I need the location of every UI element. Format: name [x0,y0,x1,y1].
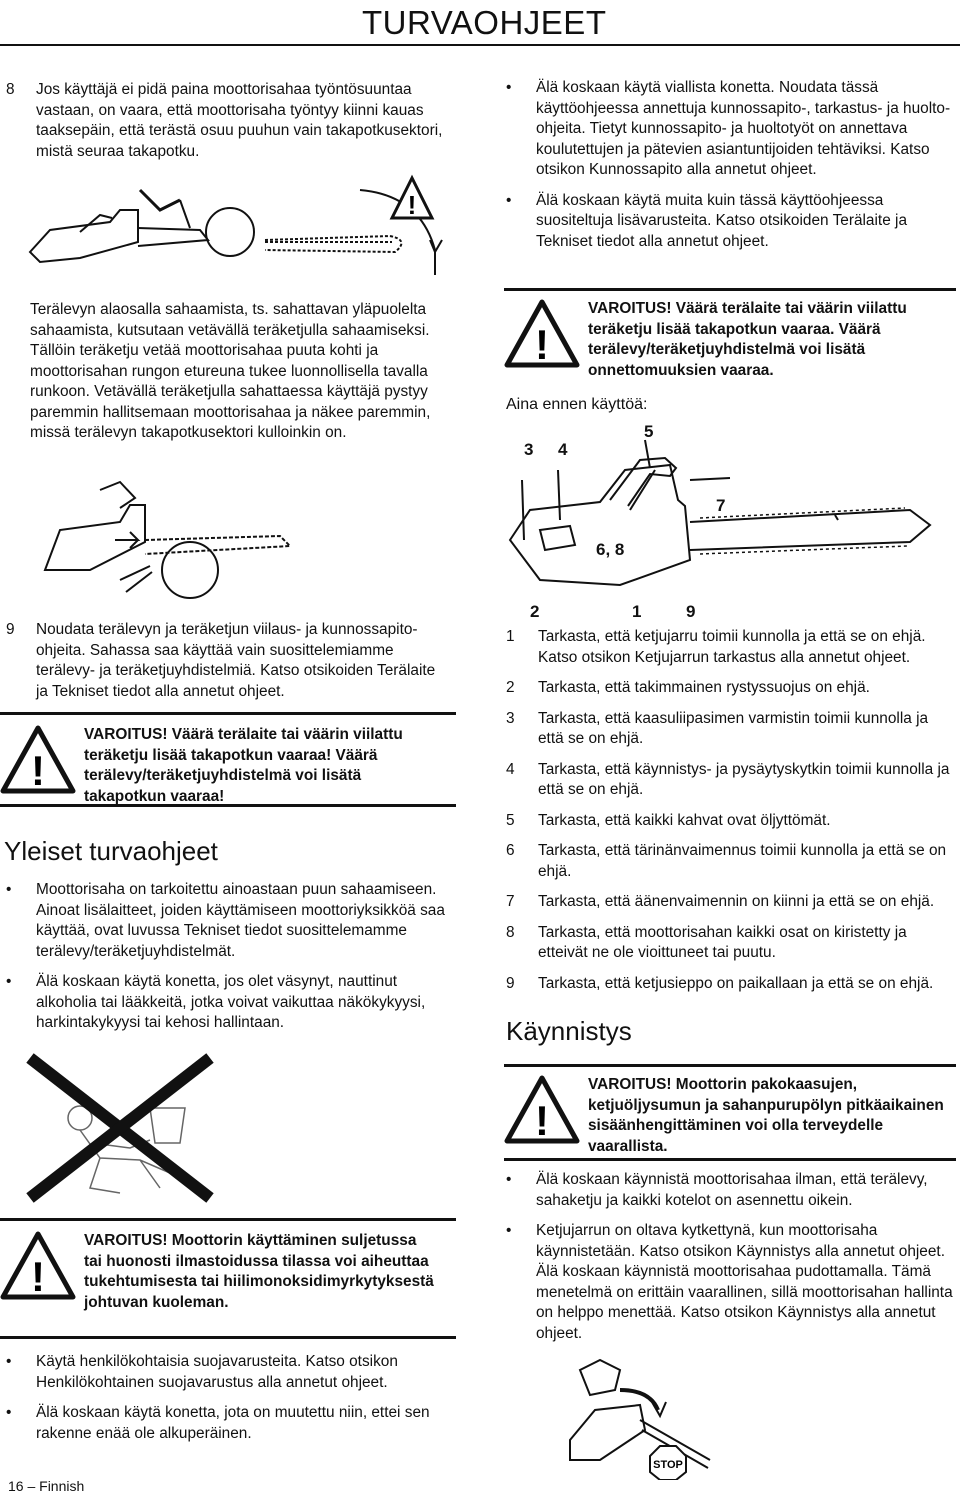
chainsaw-parts-illustration [500,410,956,620]
header-rule [0,44,960,46]
warning-text: Moottorin käyttäminen suljetussa tai huonosti ilmastoidussa tilassa voi aiheuttaa tukehtumisesta tai hiilimonoksidimyrkytyksestä johtuvan kuoleman. [84,1232,434,1311]
protective-bullets [0,1352,452,1444]
before-use-heading: Aina ennen käyttöä: [506,396,648,413]
warning-box-exhaust-left [0,1218,456,1313]
kickback-illustration [20,170,460,285]
figure-label-1: 1 [632,602,642,621]
warning-label: VAROITUS! [588,300,672,317]
checklist-item: 2 Tarkasta, että takimmainen rystyssuojus on ehjä. [506,679,870,696]
checklist-item: 9 Tarkasta, että ketjusieppo on paikallaan ja että se on ehjä. [506,974,934,992]
item-9 [0,620,446,702]
figure-label-3: 3 [524,440,534,459]
warning-triangle-icon [504,299,588,374]
figure-label-2: 2 [530,602,540,621]
warning-text: Väärä terälaite tai väärin viilattu teräketju lisää takapotkun vaaraa. Väärä terälevy/teräketjuyhdistelmä voi lisätä onnettomuuksien vaaraa. [588,300,907,379]
stop-sign-icon [650,1446,686,1480]
warning-triangle-icon [0,1231,84,1306]
item-8-text: Jos käyttäjä ei pidä paina moottorisahaa työntösuuntaa vastaan, on vaara, että moottorisaha työntyy kiinni kauas taaksepäin, että terästä osuu puuhun vain takapotkusektori, mistä seuraa takapotku. [36,81,443,160]
figure-label-7: 7 [716,496,726,515]
bullet-icon: • [506,1171,512,1188]
checklist-item: 1 Tarkasta, että ketjujarru toimii kunnolla ja että se on ehjä. Katso otsikon Ketjujarrun tarkastus alla annetut ohjeet. [506,628,926,666]
drop-start-prohibited-illustration [540,1350,720,1480]
warning-box-bottom-rule [504,1158,956,1161]
bullet-icon: • [506,191,512,209]
checklist-item: 3 Tarkasta, että kaasuliipasimen varmistin toimii kunnolla ja että se on ehjä. [506,709,929,747]
warning-label: VAROITUS! [84,1232,168,1249]
checklist-item: 6 Tarkasta, että tärinänvaimennus toimii kunnolla ja että se on ehjä. [506,842,947,880]
checklist-item: 5 Tarkasta, että kaikki kahvat ovat öljyttömät. [506,811,831,829]
checklist-item: 4 Tarkasta, että käynnistys- ja pysäytyskytkin toimii kunnolla ja että se on ehjä. [506,760,950,798]
warning-box-kickback-left [0,712,456,807]
list-item: • Moottorisaha on tarkoitettu ainoastaan puun sahaamiseen. Ainoat lisälaitteet, joiden käyttämiseen moottoriyksikköä saa käyttää, ovat luvussa Tekniset tiedot suosittelemamme terälevy/teräketjuyhdistelmät. [0,880,452,962]
svg-text:!: ! [31,747,45,794]
warning-label: VAROITUS! [84,726,168,743]
list-item: • Älä koskaan käytä viallista konetta. Noudata tässä käyttöohjeessa annettuja kunnossapito-, tarkastus- ja huolto-ohjeita. Tietyt kunnossapito- ja huoltotyöt on annettava koulutettujen ja pätevien asiantuntijoiden tehtäviksi. Katso otsikon Kunnossapito alla annetut ohjeet. [500,78,952,181]
pull-chain-illustration [20,470,440,600]
warning-label: VAROITUS! [588,1076,672,1093]
warning-text: Moottorin pakokaasujen, ketjuöljysumun ja sahanpurupölyn pitkäaikainen sisäänhengittäminen voi olla terveydelle vaarallista. [588,1076,944,1155]
item-9-number: 9 [6,621,15,638]
maintenance-bullets [500,78,952,252]
list-item: • Älä koskaan käytä konetta, jos olet väsynyt, nauttinut alkoholia tai lääkkeitä, jotka voivat vaikuttaa näkökykyysi, harkintakykyysi tai kehosi hallintaan. [0,972,452,1034]
figure-label-4: 4 [558,440,568,459]
bullet-icon: • [6,1404,12,1421]
bullet-icon: • [6,881,12,898]
warning-triangle-icon [504,1075,588,1150]
pre-use-checklist [500,627,956,1004]
svg-text:STOP: STOP [653,1459,683,1471]
figure-label-5: 5 [644,422,654,441]
svg-text:!: ! [31,1253,45,1300]
list-item: • Älä koskaan käytä muita kuin tässä käyttöohjeessa suositeltuja lisävarusteita. Katso otsikoiden Terälaite ja Tekniset tiedot alla annetut ohjeet. [500,191,952,253]
checklist-item: 7 Tarkasta, että äänenvaimennin on kiinni ja että se on ehjä. [506,893,935,910]
pull-chain-paragraph: Terälevyn alaosalla sahaamista, ts. sahattavan yläpuolelta sahaamista, kutsutaan vetävällä teräketjulla sahaamiseksi. Tällöin teräketju vetää moottorisahaa puuta kohti ja moottorisahan rungon etureuna tukee luonnollisella tavalla runkoon. Vetävällä teräketjulla sahattaessa käyttäjä pystyy paremmin hallitsemaan moottorisahaa ja näkee paremmin, missä terälevyn takapotkusektori kulloinkin on. [30,301,431,441]
list-item: • Älä koskaan käynnistä moottorisahaa ilman, että terälevy, sahaketju ja kaikki kotelot on asennettu oikein. [500,1170,956,1211]
figure-label-6-8: 6, 8 [596,540,625,559]
page-footer: 16 – Finnish [8,1478,85,1494]
bullet-icon: • [506,79,512,96]
list-item: • Ketjujarrun on oltava kytkettynä, kun moottorisaha käynnistetään. Katso otsikon Käynnistys alla annetut ohjeet. Älä koskaan käynnistä moottorisahaa pudottamalla. Tämä menetelmä on erittäin vaarallinen, sillä moottorisahan hallinta on helppo menettää. Katso otsikon Käynnistys alla annetut ohjeet. [500,1221,956,1344]
item-8-number: 8 [6,81,15,98]
bullet-icon: • [6,1353,12,1370]
warning-triangle-icon [0,725,84,800]
list-item: • Käytä henkilökohtaisia suojavarusteita. Katso otsikon Henkilökohtainen suojavarustus alla annetut ohjeet. [0,1352,452,1393]
kickback-warning-icon [392,178,432,220]
general-safety-bullets [0,880,452,1034]
warning-box-bottom-rule [0,804,456,807]
warning-box-exhaust-right [504,1064,956,1157]
bullet-icon: • [506,1222,512,1239]
list-item: • Älä koskaan käytä konetta, jota on muutettu niin, ettei sen rakenne enää ole alkuperäinen. [0,1403,452,1444]
bullet-icon: • [6,973,12,990]
warning-box-bottom-rule [0,1336,456,1339]
svg-text:!: ! [535,1097,549,1144]
prohibited-fatigue-illustration [20,1048,220,1208]
warning-box-kickback-right [504,288,956,381]
section-title-general-safety: Yleiset turvaohjeet [4,836,218,866]
section-title-starting: Käynnistys [506,1016,632,1046]
page-header-title: TURVAOHJEET [362,4,607,41]
figure-label-9: 9 [686,602,696,621]
svg-text:!: ! [407,190,417,220]
svg-text:!: ! [535,321,549,368]
item-8 [0,80,446,162]
warning-text: Väärä terälaite tai väärin viilattu teräketju lisää takapotkun vaaraa! Väärä terälevy/teräketjuyhdistelmä voi lisätä takapotkun vaaraa! [84,726,403,805]
starting-bullets [500,1170,956,1344]
checklist-item: 8 Tarkasta, että moottorisahan kaikki osat on kiristetty ja etteivät ne ole vioittuneet tai puutu. [506,923,907,961]
item-9-text: Noudata terälevyn ja teräketjun viilaus- ja kunnossapito-ohjeita. Sahassa saa käyttää vain suosittelemiamme terälevy- ja teräketjuyhdistelmiä. Katso otsikoiden Terälaite ja Tekniset tiedot alla annetut ohjeet. [36,621,436,700]
